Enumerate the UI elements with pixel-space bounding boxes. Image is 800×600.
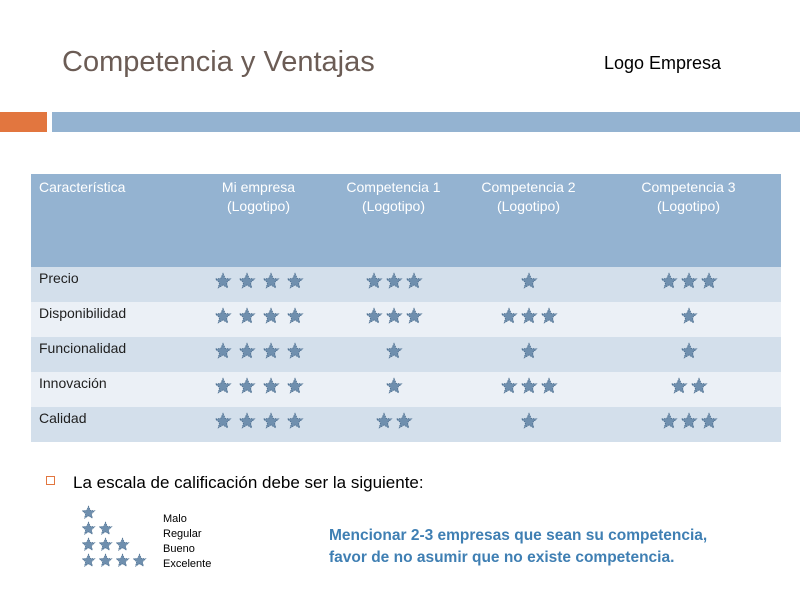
legend-star-row — [80, 505, 97, 521]
star-icon — [520, 272, 538, 290]
star-icon — [700, 272, 718, 290]
table-row — [31, 337, 781, 372]
row-label: Disponibilidad — [31, 302, 191, 337]
star-icon — [262, 412, 280, 430]
star-icon — [365, 272, 383, 290]
scale-legend-labels — [163, 512, 211, 572]
rating-cell — [461, 302, 596, 337]
star-icon — [262, 307, 280, 325]
legend-label: Bueno — [163, 543, 195, 555]
rating-cell — [191, 302, 326, 337]
table-row — [31, 267, 781, 302]
accent-band-blue — [52, 112, 800, 132]
note-line-1: Mencionar 2-3 empresas que sean su competencia, — [329, 527, 708, 544]
star-icon — [286, 412, 304, 430]
rating-cell — [326, 267, 461, 302]
star-icon — [238, 342, 256, 360]
rating-cell — [596, 302, 781, 337]
rating-cell — [191, 372, 326, 407]
star-icon — [98, 537, 113, 552]
square-bullet-icon — [46, 476, 55, 485]
star-icon — [680, 342, 698, 360]
competition-note — [329, 525, 779, 569]
star-icon — [540, 307, 558, 325]
accent-band-orange — [0, 112, 47, 132]
star-icon — [500, 377, 518, 395]
legend-label: Malo — [163, 513, 187, 525]
rating-cell — [596, 337, 781, 372]
star-icon — [520, 377, 538, 395]
star-icon — [262, 377, 280, 395]
star-icon — [690, 377, 708, 395]
header-competencia-2: Competencia 2 (Logotipo) — [461, 174, 596, 267]
star-icon — [660, 272, 678, 290]
header-competencia-3: Competencia 3 (Logotipo) — [596, 174, 781, 267]
header-mi-empresa: Mi empresa (Logotipo) — [191, 174, 326, 267]
star-icon — [238, 412, 256, 430]
table-row — [31, 407, 781, 442]
logo-placeholder: Logo Empresa — [604, 53, 722, 73]
rating-cell — [326, 407, 461, 442]
rating-cell — [326, 302, 461, 337]
star-icon — [520, 342, 538, 360]
star-icon — [680, 307, 698, 325]
rating-cell — [326, 337, 461, 372]
header-competencia-1: Competencia 1 (Logotipo) — [326, 174, 461, 267]
star-icon — [700, 412, 718, 430]
table-row — [31, 372, 781, 407]
rating-cell — [461, 372, 596, 407]
star-icon — [81, 537, 96, 552]
star-icon — [214, 272, 232, 290]
rating-cell — [461, 267, 596, 302]
table-header-row — [31, 174, 781, 267]
rating-cell — [596, 372, 781, 407]
scale-intro: La escala de calificación debe ser la siguiente: — [73, 473, 424, 492]
legend-star-row — [80, 521, 114, 537]
rating-cell — [326, 372, 461, 407]
star-icon — [286, 342, 304, 360]
row-label: Precio — [31, 267, 191, 302]
star-icon — [365, 307, 383, 325]
star-icon — [81, 505, 96, 520]
star-icon — [395, 412, 413, 430]
note-line-2: favor de no asumir que no existe competencia. — [329, 549, 675, 566]
star-icon — [286, 307, 304, 325]
star-icon — [540, 377, 558, 395]
legend-label: Excelente — [163, 558, 212, 570]
star-icon — [262, 342, 280, 360]
star-icon — [385, 272, 403, 290]
star-icon — [262, 272, 280, 290]
legend-label: Regular — [163, 528, 202, 540]
rating-cell — [461, 337, 596, 372]
legend-star-row — [80, 537, 131, 553]
row-label: Calidad — [31, 407, 191, 442]
star-icon — [98, 521, 113, 536]
star-icon — [385, 307, 403, 325]
rating-cell — [191, 407, 326, 442]
star-icon — [132, 553, 147, 568]
star-icon — [385, 342, 403, 360]
star-icon — [115, 537, 130, 552]
star-icon — [238, 377, 256, 395]
star-icon — [214, 377, 232, 395]
rating-cell — [191, 267, 326, 302]
star-icon — [238, 272, 256, 290]
star-icon — [680, 272, 698, 290]
legend-star-row — [80, 553, 148, 569]
star-icon — [375, 412, 393, 430]
star-icon — [500, 307, 518, 325]
star-icon — [680, 412, 698, 430]
star-icon — [520, 412, 538, 430]
star-icon — [115, 553, 130, 568]
star-icon — [286, 272, 304, 290]
star-icon — [214, 342, 232, 360]
row-label: Funcionalidad — [31, 337, 191, 372]
star-icon — [405, 307, 423, 325]
star-icon — [520, 307, 538, 325]
star-icon — [238, 307, 256, 325]
rating-cell — [596, 407, 781, 442]
rating-cell — [191, 337, 326, 372]
rating-cell — [596, 267, 781, 302]
star-icon — [385, 377, 403, 395]
row-label: Innovación — [31, 372, 191, 407]
star-icon — [214, 307, 232, 325]
page-title: Competencia y Ventajas — [62, 46, 375, 78]
star-icon — [660, 412, 678, 430]
star-icon — [98, 553, 113, 568]
comparison-table — [31, 174, 781, 442]
star-icon — [81, 521, 96, 536]
rating-cell — [461, 407, 596, 442]
star-icon — [286, 377, 304, 395]
table-row — [31, 302, 781, 337]
star-icon — [405, 272, 423, 290]
header-caracteristica: Característica — [31, 174, 191, 267]
star-icon — [81, 553, 96, 568]
star-icon — [670, 377, 688, 395]
star-icon — [214, 412, 232, 430]
